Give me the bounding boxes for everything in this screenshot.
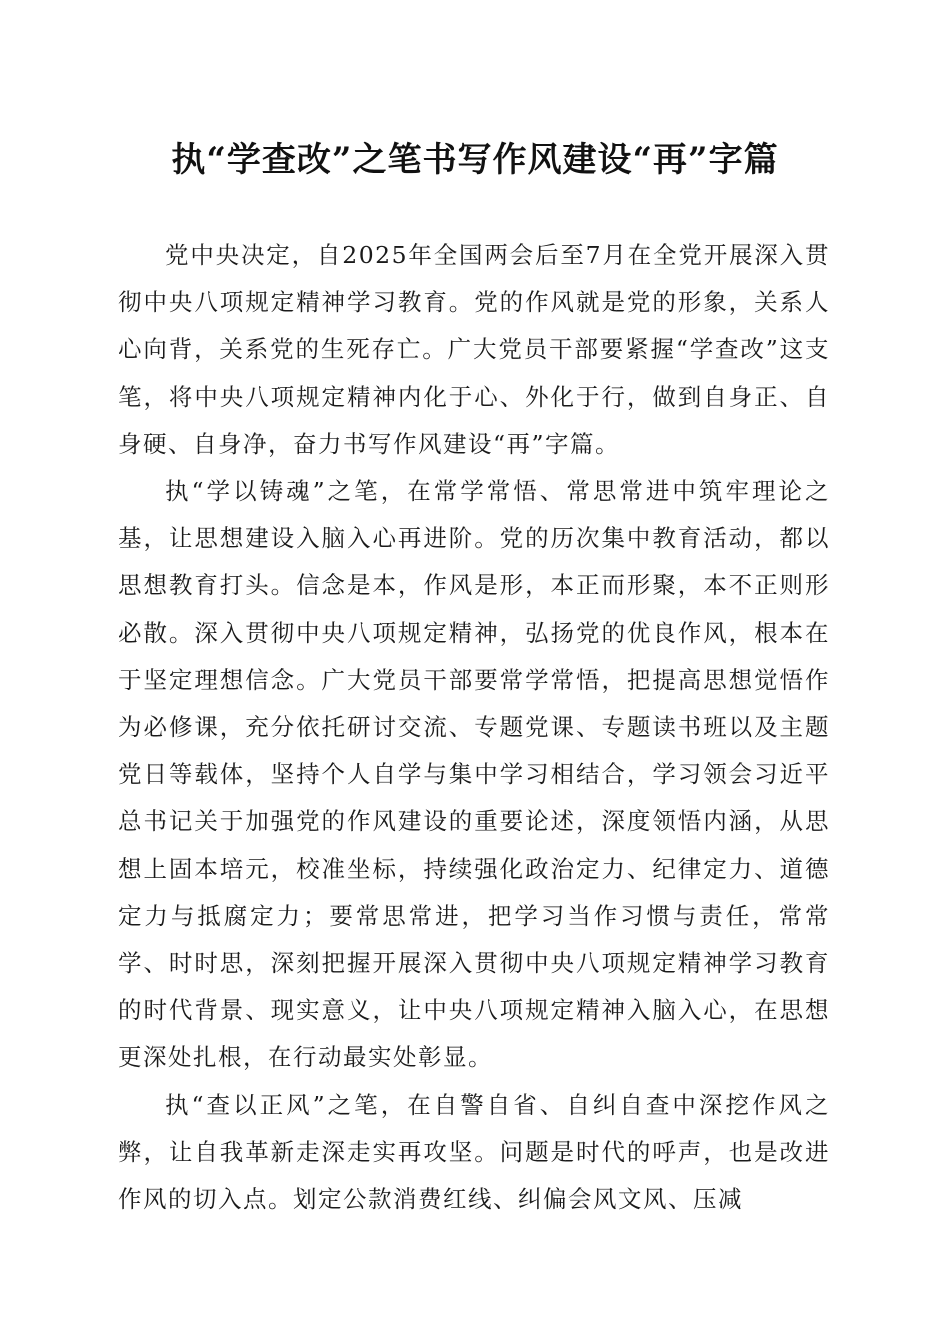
paragraph-inspect: 执“查以正风”之笔，在自警自省、自纠自查中深挖作风之弊，让自我革新走深走实再攻坚。问题是时代的呼声，也是改进作风的切入点。划定公款消费红线、纠偏会风文风、压减: [118, 1090, 830, 1214]
document-body: [118, 232, 830, 1223]
document-title: 执“学查改”之笔书写作风建设“再”字篇: [171, 140, 779, 180]
paragraph-study: 执“学以铸魂”之笔，在常学常悟、常思常进中筑牢理论之基，让思想建设入脑入心再进阶。党的历次集中教育活动，都以思想教育打头。信念是本，作风是形，本正而形聚，本不正则形必散。深入贯彻中央八项规定精神，弘扬党的优良作风，根本在于坚定理想信念。广大党员干部要常学常悟，把提高思想觉悟作为必修课，充分依托研讨交流、专题党课、专题读书班以及主题党日等载体，坚持个人自学与集中学习相结合，学习领会习近平总书记关于加强党的作风建设的重要论述，深度领悟内涵，从思想上固本培元，校准坐标，持续强化政治定力、纪律定力、道德定力与抵腐定力；要常思常进，把学习当作习惯与责任，常常学、时时思，深刻把握开展深入贯彻中央八项规定精神学习教育的时代背景、现实意义，让中央八项规定精神入脑入心，在思想更深处扎根，在行动最实处彰显。: [118, 477, 830, 1072]
paragraph-intro: 党中央决定，自2025年全国两会后至7月在全党开展深入贯彻中央八项规定精神学习教育。党的作风就是党的形象，关系人心向背，关系党的生死存亡。广大党员干部要紧握“学查改”这支笔，将中央八项规定精神内化于心、外化于行，做到自身正、自身硬、自身净，奋力书写作风建设“再”字篇。: [118, 241, 830, 458]
